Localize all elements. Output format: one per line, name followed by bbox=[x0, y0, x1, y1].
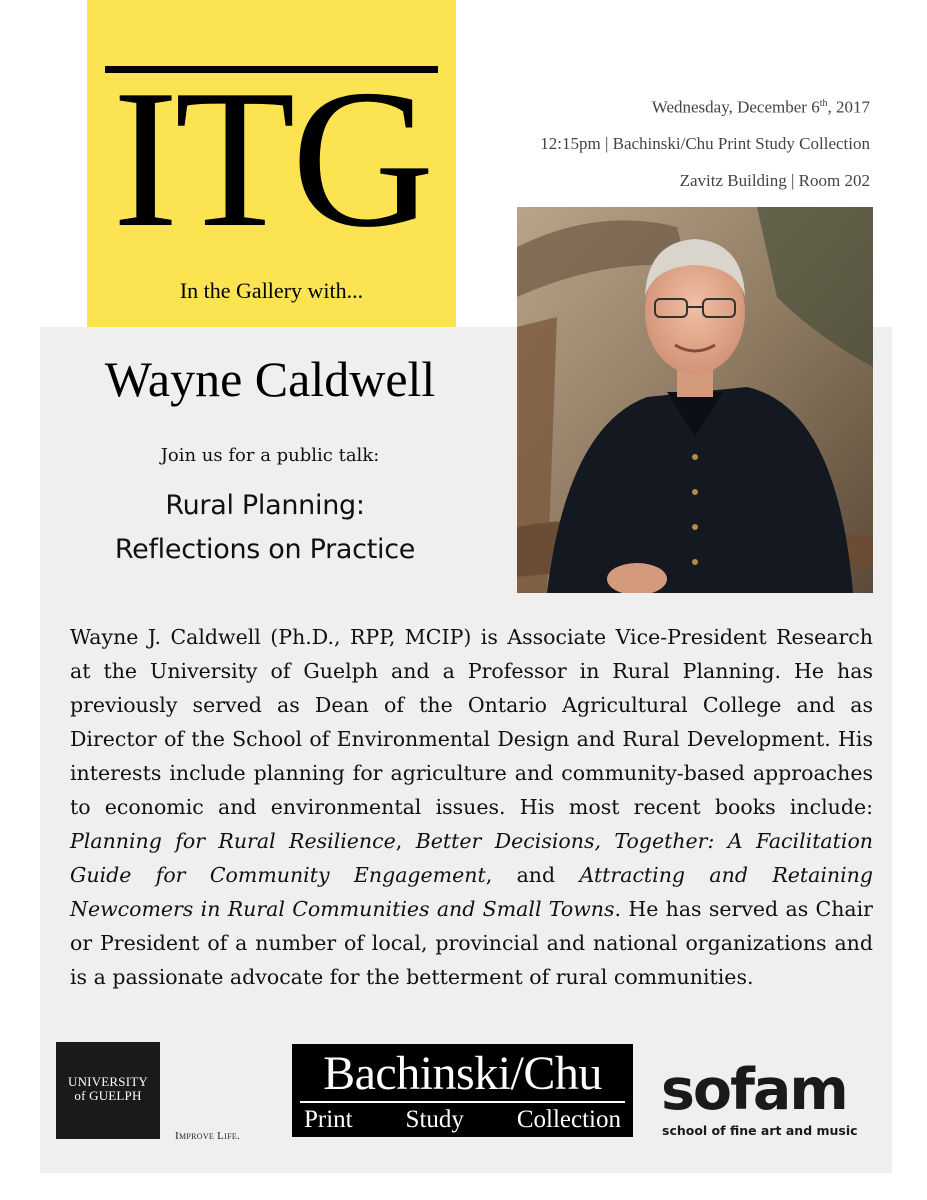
talk-title-line2: Reflections on Practice bbox=[114, 534, 416, 565]
book-title: Planning for Rural Resilience bbox=[70, 829, 396, 853]
sofam-subtitle: school of fine art and music bbox=[662, 1123, 858, 1138]
event-details bbox=[540, 86, 870, 199]
bc-title: Bachinski/Chu bbox=[323, 1047, 602, 1100]
bio-separator: , bbox=[395, 829, 416, 853]
bio-separator: , and bbox=[485, 863, 580, 887]
bachinski-chu-logo bbox=[292, 1044, 633, 1137]
book-title: Better Decisions, Together: A Facilitation Guide for Community Engagement bbox=[70, 829, 873, 887]
itg-logo-block bbox=[87, 0, 456, 327]
bc-divider bbox=[300, 1101, 625, 1103]
itg-subtitle: In the Gallery with... bbox=[179, 278, 364, 303]
speaker-name: Wayne Caldwell bbox=[104, 351, 436, 407]
itg-logo-letters: ITG bbox=[112, 49, 431, 268]
sofam-logo: sofam bbox=[661, 1057, 847, 1123]
university-of-guelph-logo bbox=[56, 1042, 160, 1139]
event-room: Zavitz Building | Room 202 bbox=[679, 170, 870, 190]
talk-title-line1: Rural Planning: bbox=[165, 490, 365, 521]
book-title: Attracting and Retaining Newcomers in Rural Communities and Small Towns bbox=[70, 863, 873, 921]
uog-tagline: Improve Life. bbox=[175, 1130, 241, 1142]
uog-wordmark: UNIVERSITY of GUELPH bbox=[68, 1074, 148, 1103]
talk-intro: Join us for a public talk: bbox=[160, 445, 380, 466]
bc-subtitle: Print Study Collection bbox=[304, 1106, 621, 1133]
bio-text: . He has served as Chair or President of a number of local, provincial and national organizations and is a passionate advocate for the betterment of rural communities. bbox=[70, 897, 873, 989]
event-date: Wednesday, December 6th, 2017 bbox=[651, 97, 870, 117]
bio-text: Wayne J. Caldwell (Ph.D., RPP, MCIP) is Associate Vice-President Research at the University of Guelph and a Professor in Rural Planning. He has previously served as Dean of the Ontario Agricultural College and as Director of the School of Environmental Design and Rural Development. His interests include planning for agriculture and community-based approaches to economic and environmental issues. His most recent books include: bbox=[70, 625, 873, 819]
event-time-location: 12:15pm | Bachinski/Chu Print Study Collection bbox=[540, 134, 870, 154]
speaker-photo bbox=[517, 207, 873, 593]
talk-title bbox=[40, 484, 490, 572]
speaker-bio bbox=[70, 620, 873, 994]
speaker-portrait-icon bbox=[517, 207, 873, 593]
